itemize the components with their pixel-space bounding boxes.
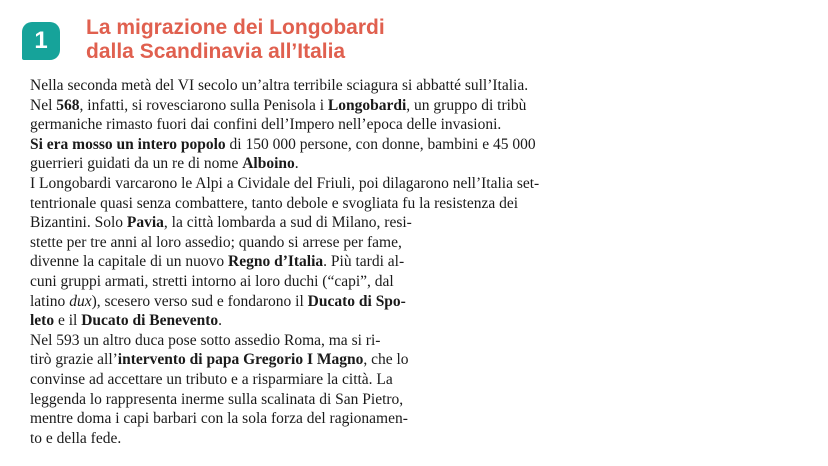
text-run: , la città lombarda a sud di Milano, resi-: [163, 214, 412, 232]
text-run: tirò grazie all’: [30, 351, 118, 369]
section-title-line-2: dalla Scandinavia all’Italia: [86, 40, 346, 63]
bold-term: Si era mosso un intero popolo: [30, 135, 226, 153]
text-line: [30, 194, 539, 214]
text-run: , che lo: [363, 351, 409, 369]
text-run: germaniche rimasto fuori dai confini dell’Impero nell’epoca delle invasioni.: [30, 116, 502, 134]
text-run: e il: [54, 312, 82, 330]
bold-term: Alboino: [242, 155, 295, 173]
text-line: [30, 96, 539, 116]
text-run: mentre doma i capi barbari con la sola forza del ragionamen-: [30, 410, 408, 428]
text-run: Nel: [30, 96, 57, 114]
text-line: [30, 429, 539, 449]
text-line: [30, 331, 539, 351]
bold-term: leto: [30, 312, 55, 330]
bold-term: Ducato di Spo-: [307, 292, 406, 310]
text-line: [30, 272, 539, 292]
text-run: Nella seconda metà del VI secolo un’altra terribile sciagura si abbatté sull’Italia.: [30, 77, 529, 94]
text-run: .: [294, 155, 299, 173]
text-line: [30, 154, 539, 174]
text-run: , infatti, si rovesciarono sulla Penisola i: [79, 96, 328, 114]
text-run: cuni gruppi armati, stretti intorno ai loro duchi (“capi”, dal: [30, 272, 394, 290]
text-run: ), scesero verso sud e fondarono il: [91, 292, 308, 310]
text-line: [30, 76, 539, 96]
body-text: [30, 76, 539, 448]
text-run: stette per tre anni al loro assedio; quando si arrese per fame,: [30, 233, 402, 251]
text-run: divenne la capitale di un nuovo: [30, 253, 228, 271]
text-run: , un gruppo di tribù: [406, 96, 527, 114]
text-run: Nel 593 un altro duca pose sotto assedio Roma, ma si ri-: [30, 331, 381, 349]
text-run: to e della fede.: [30, 429, 122, 447]
text-line: [30, 233, 539, 253]
text-line: [30, 115, 539, 135]
text-run: .: [218, 312, 223, 330]
text-line: [30, 292, 539, 312]
text-run: guerrieri guidati da un re di nome: [30, 155, 243, 173]
text-line: [30, 174, 539, 194]
section-number-badge: 1: [22, 22, 60, 60]
text-run: leggenda lo rappresenta inerme sulla scalinata di San Pietro,: [30, 390, 404, 408]
text-run: latino: [30, 292, 70, 310]
section-title-line-1: La migrazione dei Longobardi: [86, 16, 385, 39]
text-line: [30, 350, 539, 370]
text-line: [30, 311, 539, 331]
text-line: [30, 370, 539, 390]
text-run: I Longobardi varcarono le Alpi a Cividale del Friuli, poi dilagarono nell’Italia set-: [30, 174, 540, 192]
bold-term: Longobardi: [327, 96, 407, 114]
bold-term: 568: [56, 96, 80, 114]
text-line: [30, 213, 539, 233]
text-run: . Più tardi al-: [323, 253, 405, 271]
italic-term: dux: [69, 292, 92, 310]
text-run: convinse ad accettare un tributo e a risparmiare la città. La: [30, 370, 393, 388]
text-line: [30, 252, 539, 272]
bold-term: Pavia: [126, 214, 164, 232]
text-run: tentrionale quasi senza combattere, tanto debole e svogliata fu la resistenza dei: [30, 194, 519, 212]
bold-term: Ducato di Benevento: [81, 312, 219, 330]
text-line: [30, 409, 539, 429]
section-title: [86, 16, 385, 64]
text-line: [30, 135, 539, 155]
text-run: Bizantini. Solo: [30, 214, 127, 232]
text-run: di 150 000 persone, con donne, bambini e 45 000: [225, 135, 536, 153]
bold-term: Regno d’Italia: [228, 253, 324, 271]
bold-term: intervento di papa Gregorio I Magno: [117, 351, 364, 369]
text-line: [30, 390, 539, 410]
